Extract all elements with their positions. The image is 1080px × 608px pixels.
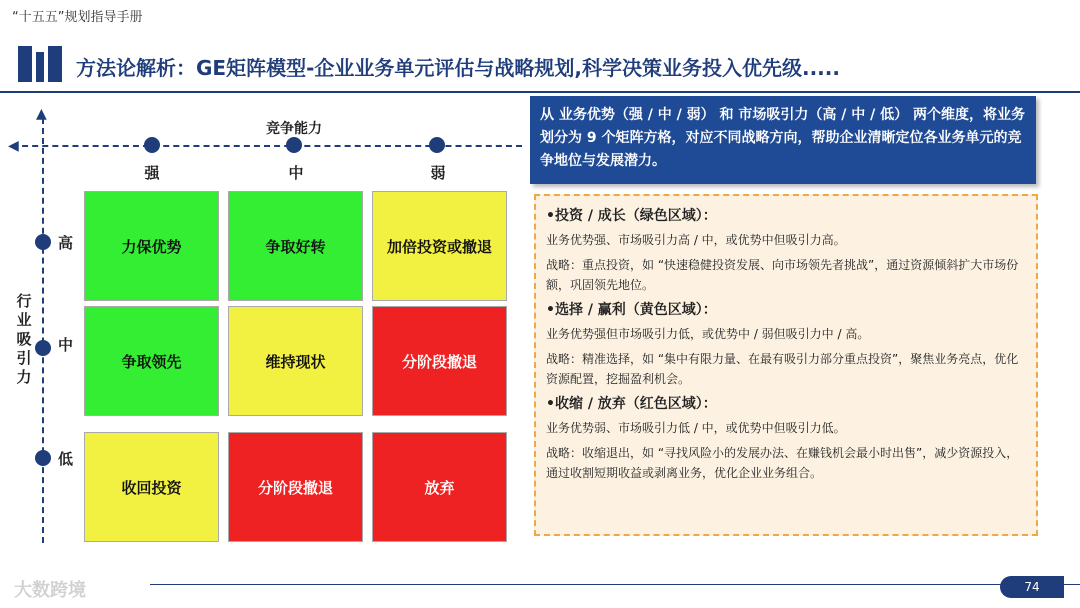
y-axis-line bbox=[42, 118, 44, 543]
matrix-cell bbox=[84, 432, 219, 542]
page-title: 方法论解析：GE矩阵模型-企业业务单元评估与战略规划,科学决策业务投入优先级..... bbox=[76, 56, 840, 80]
cell-label: 分阶段撤退 bbox=[257, 478, 333, 497]
section-text: 战略：收缩退出，如 “寻找风险小的发展办法、在赚钱机会最小时出售”，减少资源投入，通过收割短期收益或剥离业务，优化企业业务组合。 bbox=[546, 446, 1019, 480]
matrix-cell bbox=[372, 306, 507, 416]
section-text: 业务优势强、市场吸引力高 / 中，或优势中但吸引力高。 bbox=[546, 233, 846, 247]
brand-logo: 大数跨境 bbox=[14, 580, 86, 601]
x-axis-dot bbox=[429, 137, 445, 153]
title-decoration bbox=[48, 46, 62, 82]
x-axis-line bbox=[12, 145, 522, 147]
x-axis-title: 竞争能力 bbox=[266, 121, 322, 137]
title-decoration bbox=[36, 52, 44, 82]
x-axis-dot bbox=[286, 137, 302, 153]
x-label-weak: 弱 bbox=[430, 164, 446, 182]
section-shrink bbox=[546, 394, 1026, 483]
document-title: “十五五”规划指导手册 bbox=[12, 10, 143, 25]
section-title: •选择 / 赢利（黄色区域）： bbox=[546, 302, 717, 318]
strategy-details bbox=[534, 194, 1038, 536]
page-number: 74 bbox=[1000, 576, 1064, 598]
y-label-high: 高 bbox=[58, 234, 74, 252]
section-invest bbox=[546, 206, 1026, 295]
section-text: 战略：精准选择，如 “集中有限力量、在最有吸引力部分重点投资”，聚焦业务亮点，优化资源配置，挖掘盈利机会。 bbox=[546, 352, 1019, 386]
cell-label: 收回投资 bbox=[121, 478, 182, 497]
matrix-cell bbox=[228, 432, 363, 542]
matrix-cell bbox=[228, 191, 363, 301]
cell-label: 争取领先 bbox=[121, 352, 182, 371]
matrix-cell bbox=[228, 306, 363, 416]
y-axis-dot bbox=[35, 450, 51, 466]
section-text: 业务优势强但市场吸引力低，或优势中 / 弱但吸引力中 / 高。 bbox=[546, 327, 870, 341]
y-axis-dot bbox=[35, 340, 51, 356]
cell-label: 维持现状 bbox=[265, 352, 326, 371]
cell-label: 力保优势 bbox=[121, 237, 182, 256]
x-label-strong: 强 bbox=[144, 164, 160, 182]
section-text: 业务优势弱、市场吸引力低 / 中，或优势中但吸引力低。 bbox=[546, 421, 846, 435]
cell-label: 加倍投资或撤退 bbox=[386, 237, 492, 256]
matrix-cell bbox=[372, 191, 507, 301]
y-axis-arrow-icon: ▲ bbox=[36, 106, 47, 122]
footer-divider bbox=[150, 584, 1080, 585]
y-axis-dot bbox=[35, 234, 51, 250]
y-label-low: 低 bbox=[58, 450, 74, 468]
title-decoration bbox=[18, 46, 32, 82]
section-select bbox=[546, 300, 1026, 389]
y-label-medium: 中 bbox=[58, 336, 74, 354]
cell-label: 放弃 bbox=[424, 478, 455, 497]
title-divider bbox=[0, 91, 1080, 93]
matrix-cell bbox=[372, 432, 507, 542]
y-axis-title: 行业吸引力 bbox=[16, 292, 32, 386]
x-axis-arrow-icon: ◀ bbox=[8, 138, 19, 154]
matrix-cell bbox=[84, 191, 219, 301]
matrix-cell bbox=[84, 306, 219, 416]
cell-label: 争取好转 bbox=[265, 237, 326, 256]
section-title: •收缩 / 放弃（红色区域）： bbox=[546, 396, 717, 412]
cell-label: 分阶段撤退 bbox=[401, 352, 477, 371]
x-label-medium: 中 bbox=[288, 164, 304, 182]
section-text: 战略：重点投资，如 “快速稳健投资发展、向市场领先者挑战”，通过资源倾斜扩大市场份额，巩固领先地位。 bbox=[546, 258, 1019, 292]
x-axis-dot bbox=[144, 137, 160, 153]
intro-box: 从 业务优势（强 / 中 / 弱） 和 市场吸引力（高 / 中 / 低） 两个维度，将业务划分为 9 个矩阵方格，对应不同战略方向，帮助企业清晰定位各业务单元的竞争地位与发展潜力。 bbox=[530, 96, 1036, 184]
section-title: •投资 / 成长（绿色区域）： bbox=[546, 208, 717, 224]
